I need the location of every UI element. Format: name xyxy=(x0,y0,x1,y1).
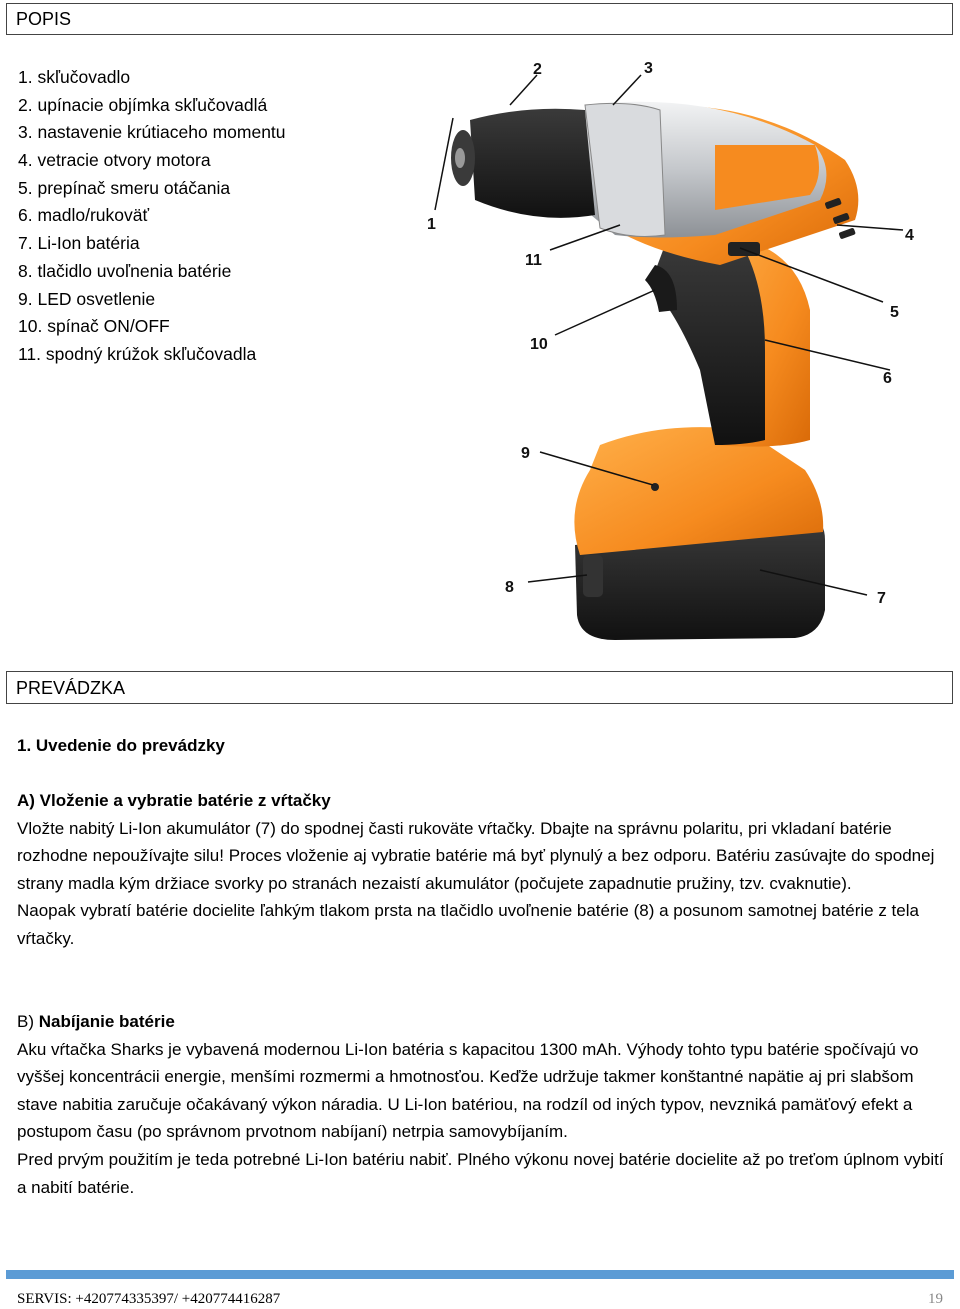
list-item: 6. madlo/rukoväť xyxy=(18,205,150,226)
list-item: 5. prepínač smeru otáčania xyxy=(18,177,231,198)
section-header-prevadzka xyxy=(6,671,953,704)
section-b xyxy=(17,1008,947,1201)
callout-label: 2 xyxy=(533,61,542,78)
callout-label: 5 xyxy=(890,304,899,321)
list-item: 11. spodný krúžok skľučovadla xyxy=(18,343,257,364)
footer-service-phone: SERVIS: +420774335397/ +420774416287 xyxy=(17,1291,281,1307)
operation-heading: 1. Uvedenie do prevádzky xyxy=(17,736,225,755)
parts-list xyxy=(18,64,286,369)
callout-label: 11 xyxy=(525,252,542,269)
paragraph: Aku vŕtačka Sharks je vybavená modernou Li-Ion batéria s kapacitou 1300 mAh. Výhody tohto typu batérie spočívajú vo vyššej koncentrácii energie, menšími rozmermi a hmotnosťou. Keďže udržuje takmer konštantné napätie aj pri slabšom stave nabitia zaručuje očakávaný výkon náradia. U Li-Ion batériou, na rodzíl od iných typov, nevzniká pamäťový efekt a postupom času (po správnom prvotnom nabíjaní) netrpia samovybíjaním. xyxy=(17,1039,919,1142)
section-title: POPIS xyxy=(16,9,72,29)
callout-label: 4 xyxy=(905,227,914,244)
callout-label: 9 xyxy=(521,445,530,462)
list-item: 7. Li-Ion batéria xyxy=(18,233,140,254)
page-number: 19 xyxy=(928,1291,943,1307)
section-b-heading: Nabíjanie batérie xyxy=(38,1012,175,1031)
paragraph: Pred prvým použitím je teda potrebné Li-Ion batériu nabiť. Plného výkonu novej batérie docielite až po treťom úplnom vybití a nabití batérie. xyxy=(17,1149,944,1197)
callout-label: 8 xyxy=(505,579,514,596)
paragraph: Vložte nabitý Li-Ion akumulátor (7) do spodnej časti rukoväte vŕtačky. Dbajte na správnu polaritu, pri vkladaní batérie rozhodne nepoužívajte silu! Proces vloženie aj vybratie batérie má byť plynulý a bez odporu. Batériu zasúvajte do spodnej strany madla kým držiace svorky po stranách nezaistí akumulátor (počujete zapadnutie pružiny, tzv. cvaknutie). xyxy=(17,818,935,893)
callout-label: 6 xyxy=(883,370,892,387)
callout-label: 7 xyxy=(877,590,886,607)
callout-label: 10 xyxy=(530,336,548,353)
section-a-heading: A) Vloženie a vybratie batérie z vŕtačky xyxy=(17,791,331,810)
list-item: 1. skľučovadlo xyxy=(18,67,131,87)
list-item: 8. tlačidlo uvoľnenia batérie xyxy=(18,260,232,281)
drill-illustration xyxy=(415,50,935,650)
list-item: 3. nastavenie krútiaceho momentu xyxy=(18,122,286,143)
section-title: PREVÁDZKA xyxy=(16,678,126,698)
paragraph: Naopak vybratí batérie docielite ľahkým tlakom prsta na tlačidlo uvoľnenie batérie (8) a posunom samotnej batérie z tela vŕtačky. xyxy=(17,901,919,948)
list-item: 9. LED osvetlenie xyxy=(18,288,156,309)
section-b-label: B) xyxy=(17,1012,34,1031)
section-header-popis xyxy=(6,3,953,35)
list-item: 4. vetracie otvory motora xyxy=(18,150,211,171)
list-item: 10. spínač ON/OFF xyxy=(18,316,170,337)
callout-label: 1 xyxy=(427,216,436,233)
list-item: 2. upínacie objímka skľučovadlá xyxy=(18,94,268,115)
callout-label: 3 xyxy=(644,60,653,77)
footer-divider xyxy=(6,1270,954,1279)
section-a xyxy=(17,787,947,953)
